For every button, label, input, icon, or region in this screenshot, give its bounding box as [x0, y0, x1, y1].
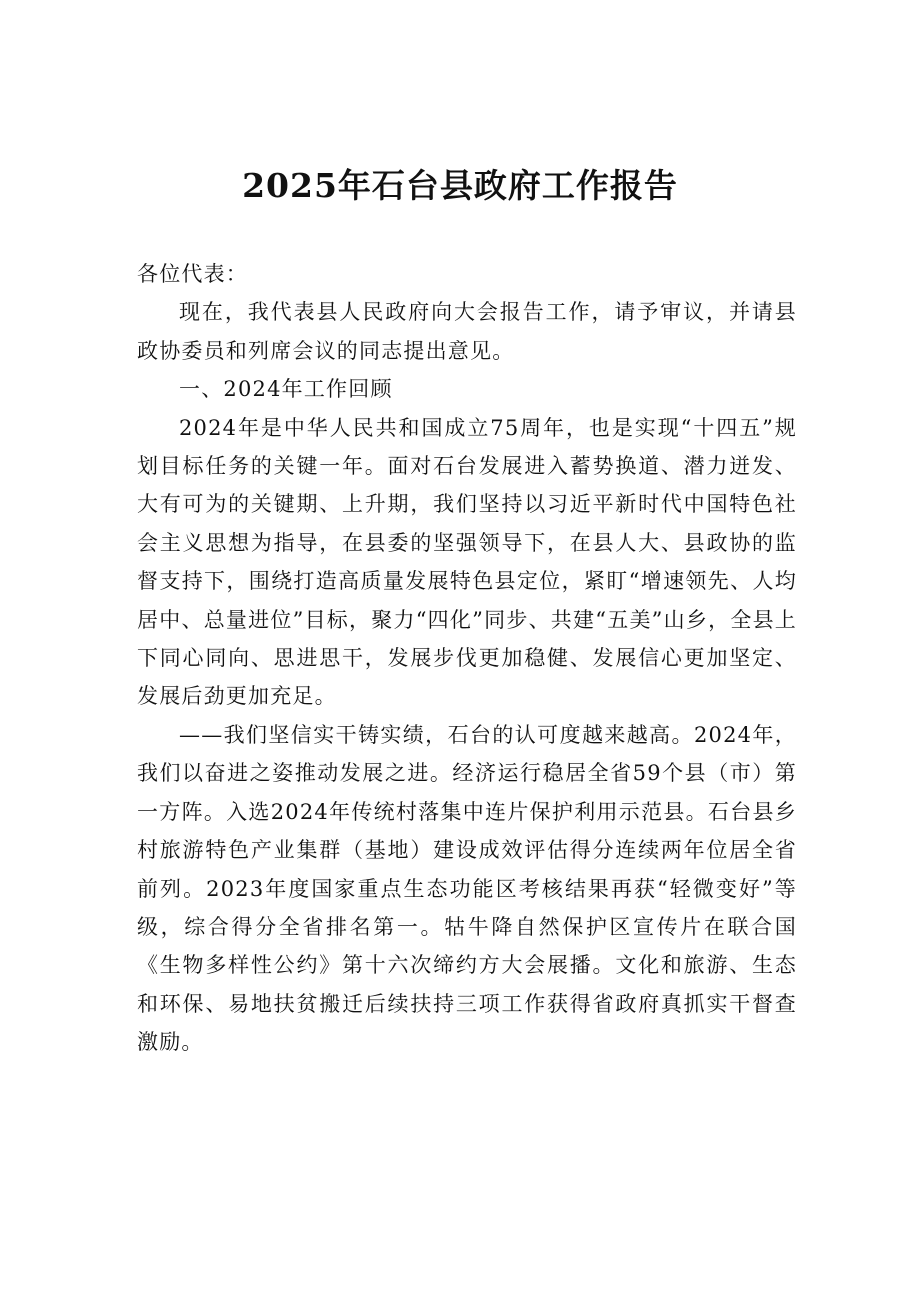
- body-paragraph-1: 2024年是中华人民共和国成立75周年，也是实现“十四五”规划目标任务的关键一年。面对石台发展进入蓄势换道、潜力迸发、大有可为的关键期、上升期，我们坚持以习近平新时代中国特色社会主义思想为指导，在县委的坚强领导下，在县人大、县政协的监督支持下，围绕打造高质量发展特色县定位，紧盯“增速领先、人均居中、总量进位”目标，聚力“四化”同步、共建“五美”山乡，全县上下同心同向、思进思干，发展步伐更加稳健、发展信心更加坚定、发展后劲更加充足。: [137, 415, 797, 709]
- intro-paragraph: 现在，我代表县人民政府向大会报告工作，请予审议，并请县政协委员和列席会议的同志提出意见。: [137, 300, 797, 363]
- body-paragraph-2: ——我们坚信实干铸实绩，石台的认可度越来越高。2024年，我们以奋进之姿推动发展之进。经济运行稳居全省59个县（市）第一方阵。入选2024年传统村落集中连片保护利用示范县。石台县乡村旅游特色产业集群（基地）建设成效评估得分连续两年位居全省前列。2023年度国家重点生态功能区考核结果再获“轻微变好”等级，综合得分全省排名第一。牯牛降自然保护区宣传片在联合国《生物多样性公约》第十六次缔约方大会展播。文化和旅游、生态和环保、易地扶贫搬迁后续扶持三项工作获得省政府真抓实干督查激励。: [137, 722, 797, 1055]
- salutation: 各位代表：: [137, 262, 248, 286]
- document-body: [137, 255, 797, 1062]
- document-title: 2025年石台县政府工作报告: [242, 166, 678, 205]
- section-heading: 一、2024年工作回顾: [179, 377, 393, 402]
